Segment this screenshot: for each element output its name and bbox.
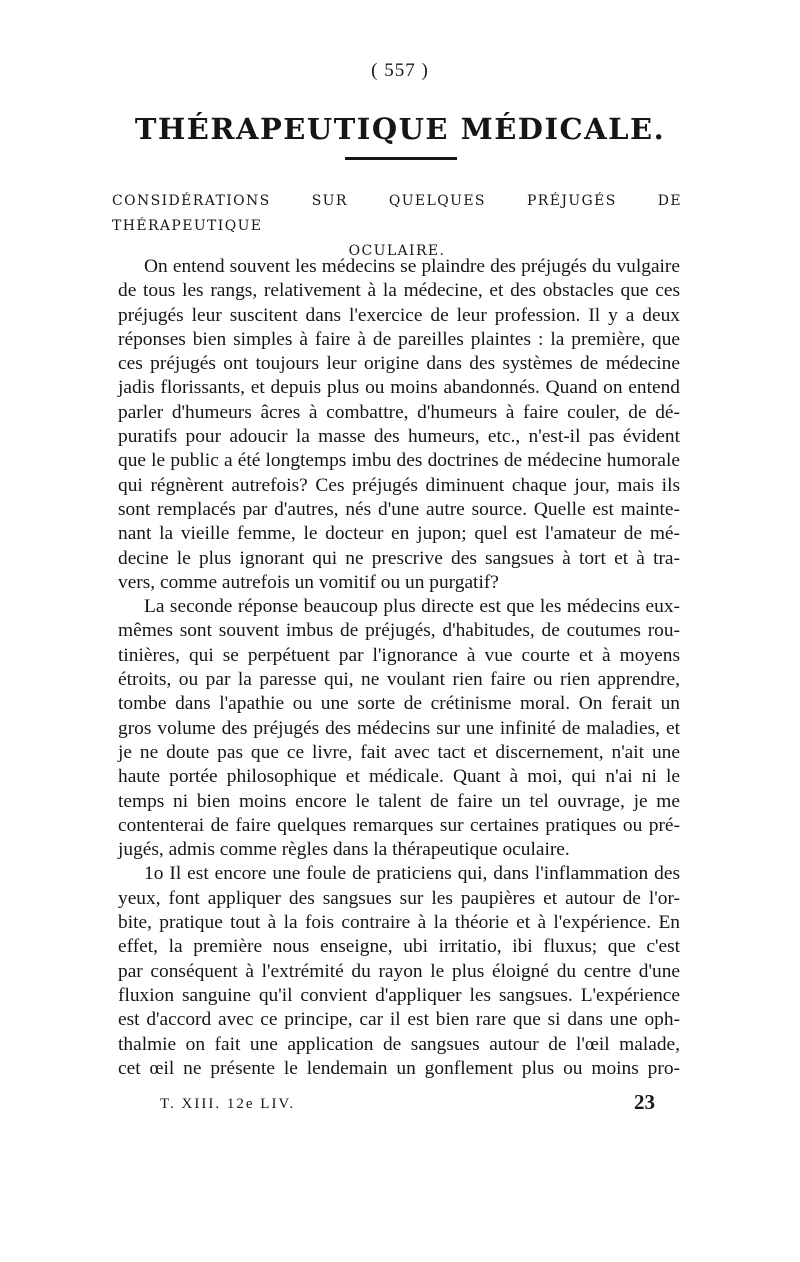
- text-line: yeux, font appliquer des sangsues sur les paupières et autour de l'or-: [118, 887, 680, 909]
- text-line: haute portée philosophique et médicale. Quant à moi, qui n'ai ni le: [118, 766, 680, 788]
- text-line: jugés, admis comme règles dans la thérapeutique oculaire.: [118, 839, 570, 861]
- text-line: bite, pratique tout à la fois contraire à la théorie et à l'expérience. En: [118, 912, 680, 934]
- article-body: [118, 255, 680, 1081]
- paragraph-1: [118, 255, 680, 595]
- text-line: fluxion sanguine qu'il convient d'appliquer les sangsues. L'expérience: [118, 984, 680, 1006]
- section-title: THÉRAPEUTIQUE MÉDICALE.: [134, 112, 666, 146]
- text-line: sont remplacés par d'autres, nés d'une autre source. Quelle est mainte-: [118, 498, 680, 520]
- text-line: vers, comme autrefois un vomitif ou un purgatif?: [118, 571, 499, 593]
- page-number: ( 557 ): [371, 60, 429, 81]
- text-line: La seconde réponse beaucoup plus directe est que les médecins eux-: [144, 596, 680, 618]
- text-line: gros volume des préjugés des médecins sur une infinité de maladies, et: [118, 717, 680, 739]
- text-line: puratifs pour adoucir la masse des humeurs, etc., n'est-il pas évident: [118, 426, 680, 448]
- text-line: tinières, qui se perpétuent par l'ignorance à vue courte et à moyens: [118, 644, 680, 666]
- text-line: nant la vieille femme, le docteur en jupon; quel est l'amateur de mé-: [118, 523, 680, 545]
- text-line: contenterai de faire quelques remarques sur certaines pratiques ou pré-: [118, 814, 680, 836]
- article-heading: [112, 189, 682, 264]
- text-line: par conséquent à l'extrémité du rayon le plus éloigné du centre d'une: [118, 960, 680, 982]
- article-heading-line-2: OCULAIRE.: [348, 243, 446, 259]
- text-line: est d'accord avec ce principe, car il est bien rare que si dans une oph-: [118, 1009, 680, 1031]
- printer-signature: T. XIII. 12e LIV.: [160, 1096, 296, 1112]
- text-line: temps ni bien moins encore le talent de faire un tel ouvrage, je me: [118, 790, 680, 812]
- paragraph-2: [118, 595, 680, 862]
- text-line: jadis florissants, et depuis plus ou moins abandonnés. Quand on entend: [118, 377, 680, 399]
- text-line: de tous les rangs, relativement à la médecine, et des obstacles que ces: [118, 280, 680, 302]
- text-line: réponses bien simples à faire à de pareilles plaintes : la première, que: [118, 328, 680, 350]
- text-line: decine le plus ignorant qui ne prescrive des sangsues à tort et à tra-: [118, 547, 680, 569]
- text-line: que le public a été longtemps imbu des doctrines de médecine humorale: [118, 450, 680, 472]
- text-line: effet, la première nous enseigne, ubi irritatio, ibi fluxus; que c'est: [118, 936, 680, 958]
- article-heading-line-1: CONSIDÉRATIONS SUR QUELQUES PRÉJUGÉS DE THÉRAPEUTIQUE: [112, 193, 682, 234]
- text-line: On entend souvent les médecins se plaindre des préjugés du vulgaire: [144, 256, 680, 277]
- text-line: thalmie on fait une application de sangsues autour de l'œil malade,: [118, 1033, 680, 1055]
- text-line: qui régnèrent autrefois? Ces préjugés diminuent chaque jour, mais ils: [118, 474, 680, 496]
- sheet-number: 23: [634, 1090, 655, 1114]
- text-line: je ne doute pas que ce livre, fait avec tact et discernement, n'ait une: [118, 741, 680, 763]
- text-line: étroits, ou par la paresse qui, ne voulant rien faire ou rien apprendre,: [118, 669, 680, 691]
- text-line: ces préjugés ont toujours leur origine dans des systèmes de médecine: [118, 353, 680, 375]
- text-line: parler d'humeurs âcres à combattre, d'humeurs à faire couler, de dé-: [118, 401, 680, 423]
- text-line: 1o Il est encore une foule de praticiens qui, dans l'inflammation des: [144, 863, 680, 885]
- text-line: mêmes sont souvent imbus de préjugés, d'habitudes, de coutumes rou-: [118, 620, 680, 642]
- text-line: préjugés leur suscitent dans l'exercice de leur profession. Il y a deux: [118, 304, 680, 326]
- title-rule: [345, 157, 457, 160]
- text-line: cet œil ne présente le lendemain un gonflement plus ou moins pro-: [118, 1057, 680, 1079]
- text-line: tombe dans l'apathie ou une sorte de crétinisme moral. On ferait un: [118, 693, 680, 715]
- paragraph-3: [118, 862, 680, 1081]
